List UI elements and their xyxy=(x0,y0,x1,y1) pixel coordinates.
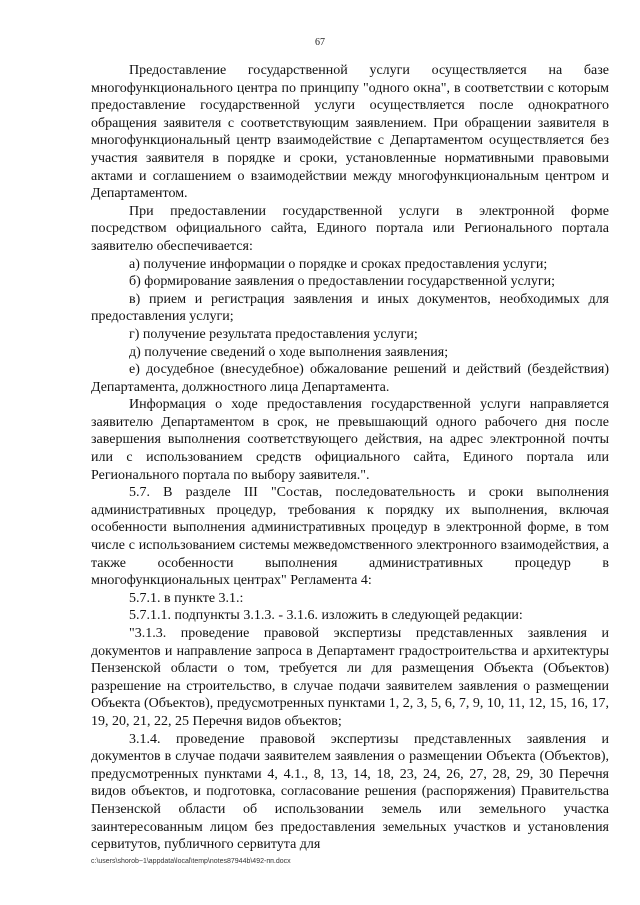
footer-file-path: c:\users\shorob~1\appdata\local\temp\notes87944b\492-пп.docx xyxy=(91,858,291,865)
list-item-d: д) получение сведений о ходе выполнения заявления; xyxy=(129,344,449,360)
paragraph-5-7-1: 5.7.1. в пункте 3.1.: xyxy=(129,590,244,606)
list-item-g: г) получение результата предоставления услуги; xyxy=(129,326,418,342)
document-body xyxy=(91,62,609,854)
list-item-e: е) досудебное (внесудебное) обжалование решений и действий (бездействия) Департамента, должностного лица Департамента. xyxy=(91,362,609,395)
page-number: 67 xyxy=(315,37,325,48)
paragraph-progress-info: Информация о ходе предоставления государственной услуги направляется заявителю Департаментом в срок, не превышающий одного рабочего дня после завершения выполнения соответствующего действия, на адрес электронной почты или с использованием средств официального сайта, Единого портала или Регионального портала по выбору заявителя.". xyxy=(91,397,609,483)
list-item-a: а) получение информации о порядке и сроках предоставления услуги; xyxy=(129,256,548,272)
paragraph-3-1-3: "3.1.3. проведение правовой экспертизы представленных заявления и документов и направление запроса в Департамент градостроительства и архитектуры Пензенской области о том, требуется ли для размещения Объекта (Объектов) разрешение на строительство, в случае подачи заявителем заявления о размещении Объекта (Объектов), предусмотренных пунктами 1, 2, 3, 5, 6, 7, 9, 10, 11, 12, 15, 16, 17, 19, 20, 21, 22, 25 Перечня видов объектов; xyxy=(91,626,609,729)
paragraph-5-7-1-1: 5.7.1.1. подпункты 3.1.3. - 3.1.6. изложить в следующей редакции: xyxy=(129,608,523,624)
paragraph-electronic-form: При предоставлении государственной услуги в электронной форме посредством официального сайта, Единого портала или Регионального портала заявителю обеспечивается: xyxy=(91,203,609,254)
paragraph-3-1-4: 3.1.4. проведение правовой экспертизы представленных заявления и документов в случае подачи заявителем заявления о размещении Объекта (Объектов), предусмотренных пунктами 4, 4.1., 8, 13, 14, 18, 23, 24, 26, 27, 28, 29, 30 Перечня видов объектов, и подготовка, согласование решения (распоряжения) Правительства Пензенской области об использовании земель или земельного участка заинтересованным лицом без предоставления земельных участков и установления сервитутов, публичного сервитута для xyxy=(91,731,609,853)
paragraph-5-7: 5.7. В разделе III "Состав, последовательность и сроки выполнения административных процедур, требования к порядку их выполнения, включая особенности выполнения административных процедур в электронной форме, в том числе с использованием системы межведомственного электронного взаимодействия, а также особенности выполнения административных процедур в многофункциональных центрах" Регламента 4: xyxy=(91,485,609,589)
list-item-v: в) прием и регистрация заявления и иных документов, необходимых для предоставления услуги; xyxy=(91,291,609,325)
list-item-b: б) формирование заявления о предоставлении государственной услуги; xyxy=(129,274,555,290)
paragraph-mfc-one-window: Предоставление государственной услуги осуществляется на базе многофункционального центра по принципу "одного окна", в соответствии с которым предоставление государственной услуги осуществляется после однократного обращения заявителя с соответствующим заявлением. При обращении заявителя в многофункциональный центр взаимодействие с Департаментом осуществляется без участия заявителя в порядке и сроки, установленные нормативными правовыми актами и соглашением о взаимодействии между многофункциональным центром и Департаментом. xyxy=(91,63,609,202)
